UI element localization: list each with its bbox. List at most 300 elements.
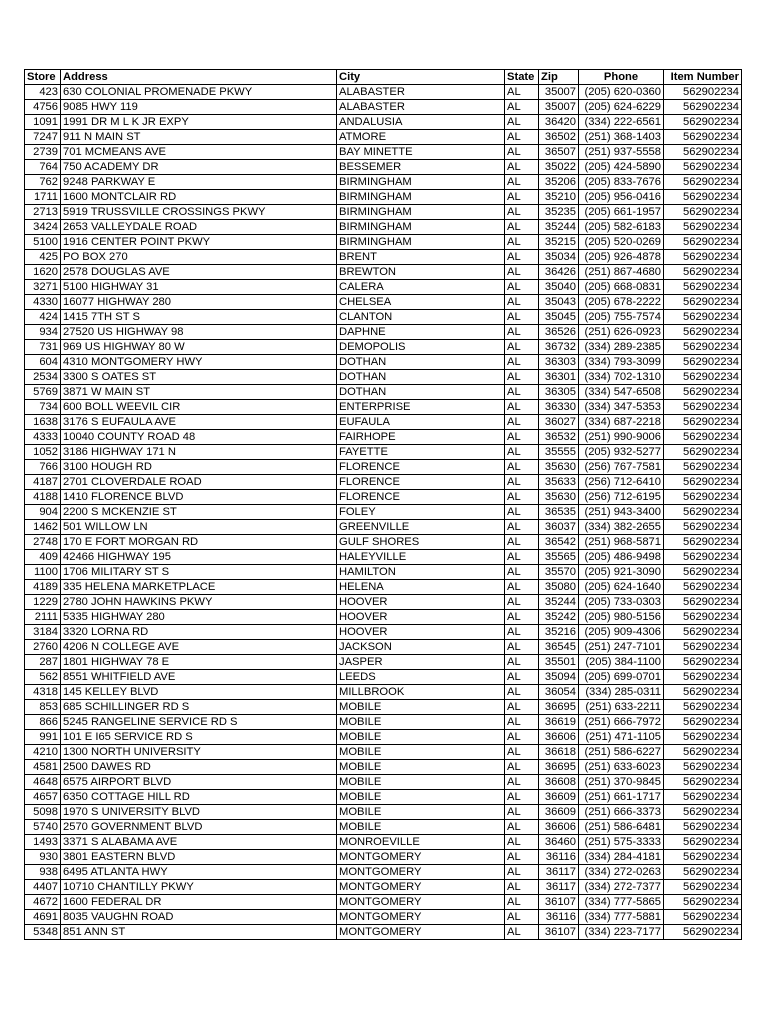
address-cell: 335 HELENA MARKETPLACE bbox=[61, 580, 337, 595]
store-cell: 731 bbox=[25, 340, 61, 355]
address-cell: 1970 S UNIVERSITY BLVD bbox=[61, 805, 337, 820]
item-number-cell: 562902234 bbox=[664, 895, 742, 910]
state-cell: AL bbox=[505, 310, 539, 325]
address-cell: 42466 HIGHWAY 195 bbox=[61, 550, 337, 565]
address-cell: 750 ACADEMY DR bbox=[61, 160, 337, 175]
state-cell: AL bbox=[505, 670, 539, 685]
state-cell: AL bbox=[505, 400, 539, 415]
phone-cell: (205) 733-0303 bbox=[579, 595, 664, 610]
state-cell: AL bbox=[505, 355, 539, 370]
phone-cell: (251) 471-1105 bbox=[579, 730, 664, 745]
store-cell: 4648 bbox=[25, 775, 61, 790]
city-cell: BIRMINGHAM bbox=[337, 220, 505, 235]
phone-cell: (334) 284-4181 bbox=[579, 850, 664, 865]
phone-cell: (256) 767-7581 bbox=[579, 460, 664, 475]
table-row bbox=[25, 880, 742, 895]
state-cell: AL bbox=[505, 370, 539, 385]
address-cell: 8551 WHITFIELD AVE bbox=[61, 670, 337, 685]
header-phone: Phone bbox=[579, 70, 664, 85]
city-cell: MOBILE bbox=[337, 730, 505, 745]
city-cell: LEEDS bbox=[337, 670, 505, 685]
address-cell: 2570 GOVERNMENT BLVD bbox=[61, 820, 337, 835]
table-row bbox=[25, 445, 742, 460]
address-cell: 1706 MILITARY ST S bbox=[61, 565, 337, 580]
city-cell: BIRMINGHAM bbox=[337, 235, 505, 250]
table-row bbox=[25, 355, 742, 370]
address-cell: 2701 CLOVERDALE ROAD bbox=[61, 475, 337, 490]
zip-cell: 36545 bbox=[539, 640, 579, 655]
store-cell: 764 bbox=[25, 160, 61, 175]
phone-cell: (205) 921-3090 bbox=[579, 565, 664, 580]
store-cell: 3271 bbox=[25, 280, 61, 295]
phone-cell: (205) 661-1957 bbox=[579, 205, 664, 220]
state-cell: AL bbox=[505, 130, 539, 145]
city-cell: HALEYVILLE bbox=[337, 550, 505, 565]
address-cell: 3176 S EUFAULA AVE bbox=[61, 415, 337, 430]
state-cell: AL bbox=[505, 160, 539, 175]
state-cell: AL bbox=[505, 805, 539, 820]
city-cell: ALABASTER bbox=[337, 100, 505, 115]
city-cell: MONTGOMERY bbox=[337, 925, 505, 940]
address-cell: 2200 S MCKENZIE ST bbox=[61, 505, 337, 520]
phone-cell: (251) 247-7101 bbox=[579, 640, 664, 655]
zip-cell: 36619 bbox=[539, 715, 579, 730]
phone-cell: (251) 368-1403 bbox=[579, 130, 664, 145]
item-number-cell: 562902234 bbox=[664, 175, 742, 190]
phone-cell: (334) 222-6561 bbox=[579, 115, 664, 130]
store-cell: 762 bbox=[25, 175, 61, 190]
city-cell: FAYETTE bbox=[337, 445, 505, 460]
store-cell: 938 bbox=[25, 865, 61, 880]
city-cell: MONTGOMERY bbox=[337, 880, 505, 895]
city-cell: DOTHAN bbox=[337, 355, 505, 370]
address-cell: 5335 HIGHWAY 280 bbox=[61, 610, 337, 625]
table-row bbox=[25, 565, 742, 580]
zip-cell: 36107 bbox=[539, 895, 579, 910]
item-number-cell: 562902234 bbox=[664, 880, 742, 895]
store-cell: 409 bbox=[25, 550, 61, 565]
table-row bbox=[25, 280, 742, 295]
zip-cell: 36037 bbox=[539, 520, 579, 535]
address-cell: 3371 S ALABAMA AVE bbox=[61, 835, 337, 850]
address-cell: 9085 HWY 119 bbox=[61, 100, 337, 115]
table-row bbox=[25, 700, 742, 715]
store-cell: 562 bbox=[25, 670, 61, 685]
zip-cell: 36117 bbox=[539, 880, 579, 895]
store-cell: 853 bbox=[25, 700, 61, 715]
store-cell: 734 bbox=[25, 400, 61, 415]
phone-cell: (205) 699-0701 bbox=[579, 670, 664, 685]
state-cell: AL bbox=[505, 865, 539, 880]
item-number-cell: 562902234 bbox=[664, 535, 742, 550]
state-cell: AL bbox=[505, 850, 539, 865]
store-cell: 5348 bbox=[25, 925, 61, 940]
table-row bbox=[25, 400, 742, 415]
store-cell: 4333 bbox=[25, 430, 61, 445]
header-store: Store bbox=[25, 70, 61, 85]
city-cell: FAIRHOPE bbox=[337, 430, 505, 445]
address-cell: 5919 TRUSSVILLE CROSSINGS PKWY bbox=[61, 205, 337, 220]
zip-cell: 36027 bbox=[539, 415, 579, 430]
address-cell: 1600 MONTCLAIR RD bbox=[61, 190, 337, 205]
phone-cell: (334) 777-5865 bbox=[579, 895, 664, 910]
state-cell: AL bbox=[505, 535, 539, 550]
address-cell: 4206 N COLLEGE AVE bbox=[61, 640, 337, 655]
store-cell: 2760 bbox=[25, 640, 61, 655]
zip-cell: 35244 bbox=[539, 595, 579, 610]
table-row bbox=[25, 220, 742, 235]
item-number-cell: 562902234 bbox=[664, 220, 742, 235]
zip-cell: 35094 bbox=[539, 670, 579, 685]
store-cell: 930 bbox=[25, 850, 61, 865]
city-cell: DOTHAN bbox=[337, 385, 505, 400]
address-cell: 2780 JOHN HAWKINS PKWY bbox=[61, 595, 337, 610]
item-number-cell: 562902234 bbox=[664, 325, 742, 340]
zip-cell: 36535 bbox=[539, 505, 579, 520]
item-number-cell: 562902234 bbox=[664, 130, 742, 145]
city-cell: BIRMINGHAM bbox=[337, 190, 505, 205]
state-cell: AL bbox=[505, 115, 539, 130]
store-cell: 4210 bbox=[25, 745, 61, 760]
store-cell: 766 bbox=[25, 460, 61, 475]
item-number-cell: 562902234 bbox=[664, 280, 742, 295]
phone-cell: (256) 712-6195 bbox=[579, 490, 664, 505]
zip-cell: 35630 bbox=[539, 460, 579, 475]
phone-cell: (334) 272-0263 bbox=[579, 865, 664, 880]
phone-cell: (256) 712-6410 bbox=[579, 475, 664, 490]
item-number-cell: 562902234 bbox=[664, 85, 742, 100]
state-cell: AL bbox=[505, 220, 539, 235]
state-cell: AL bbox=[505, 100, 539, 115]
item-number-cell: 562902234 bbox=[664, 190, 742, 205]
phone-cell: (205) 620-0360 bbox=[579, 85, 664, 100]
zip-cell: 35215 bbox=[539, 235, 579, 250]
item-number-cell: 562902234 bbox=[664, 700, 742, 715]
item-number-cell: 562902234 bbox=[664, 235, 742, 250]
item-number-cell: 562902234 bbox=[664, 670, 742, 685]
state-cell: AL bbox=[505, 280, 539, 295]
store-cell: 5740 bbox=[25, 820, 61, 835]
phone-cell: (251) 867-4680 bbox=[579, 265, 664, 280]
state-cell: AL bbox=[505, 415, 539, 430]
address-cell: 3871 W MAIN ST bbox=[61, 385, 337, 400]
address-cell: 16077 HIGHWAY 280 bbox=[61, 295, 337, 310]
state-cell: AL bbox=[505, 385, 539, 400]
phone-cell: (334) 272-7377 bbox=[579, 880, 664, 895]
phone-cell: (205) 384-1100 bbox=[579, 655, 664, 670]
zip-cell: 35034 bbox=[539, 250, 579, 265]
store-cell: 2748 bbox=[25, 535, 61, 550]
state-cell: AL bbox=[505, 295, 539, 310]
city-cell: ENTERPRISE bbox=[337, 400, 505, 415]
table-row bbox=[25, 340, 742, 355]
item-number-cell: 562902234 bbox=[664, 205, 742, 220]
zip-cell: 36301 bbox=[539, 370, 579, 385]
phone-cell: (205) 678-2222 bbox=[579, 295, 664, 310]
state-cell: AL bbox=[505, 175, 539, 190]
phone-cell: (251) 586-6227 bbox=[579, 745, 664, 760]
zip-cell: 35242 bbox=[539, 610, 579, 625]
city-cell: FOLEY bbox=[337, 505, 505, 520]
city-cell: CHELSEA bbox=[337, 295, 505, 310]
state-cell: AL bbox=[505, 745, 539, 760]
city-cell: MOBILE bbox=[337, 745, 505, 760]
zip-cell: 35080 bbox=[539, 580, 579, 595]
state-cell: AL bbox=[505, 565, 539, 580]
table-row bbox=[25, 670, 742, 685]
item-number-cell: 562902234 bbox=[664, 820, 742, 835]
zip-cell: 36532 bbox=[539, 430, 579, 445]
store-cell: 4189 bbox=[25, 580, 61, 595]
zip-cell: 36502 bbox=[539, 130, 579, 145]
table-row bbox=[25, 175, 742, 190]
item-number-cell: 562902234 bbox=[664, 520, 742, 535]
zip-cell: 36420 bbox=[539, 115, 579, 130]
state-cell: AL bbox=[505, 325, 539, 340]
store-cell: 934 bbox=[25, 325, 61, 340]
address-cell: 101 E I65 SERVICE RD S bbox=[61, 730, 337, 745]
store-cell: 4756 bbox=[25, 100, 61, 115]
address-cell: 501 WILLOW LN bbox=[61, 520, 337, 535]
zip-cell: 36608 bbox=[539, 775, 579, 790]
address-cell: 969 US HIGHWAY 80 W bbox=[61, 340, 337, 355]
zip-cell: 35633 bbox=[539, 475, 579, 490]
item-number-cell: 562902234 bbox=[664, 550, 742, 565]
address-cell: 3320 LORNA RD bbox=[61, 625, 337, 640]
phone-cell: (205) 833-7676 bbox=[579, 175, 664, 190]
city-cell: HOOVER bbox=[337, 595, 505, 610]
store-cell: 4581 bbox=[25, 760, 61, 775]
city-cell: HOOVER bbox=[337, 625, 505, 640]
table-row bbox=[25, 295, 742, 310]
table-row bbox=[25, 550, 742, 565]
state-cell: AL bbox=[505, 820, 539, 835]
address-cell: 1916 CENTER POINT PKWY bbox=[61, 235, 337, 250]
table-row bbox=[25, 910, 742, 925]
city-cell: ANDALUSIA bbox=[337, 115, 505, 130]
zip-cell: 36609 bbox=[539, 805, 579, 820]
state-cell: AL bbox=[505, 550, 539, 565]
item-number-cell: 562902234 bbox=[664, 415, 742, 430]
city-cell: MONTGOMERY bbox=[337, 910, 505, 925]
zip-cell: 36330 bbox=[539, 400, 579, 415]
address-cell: PO BOX 270 bbox=[61, 250, 337, 265]
table-row bbox=[25, 415, 742, 430]
city-cell: DEMOPOLIS bbox=[337, 340, 505, 355]
phone-cell: (205) 624-6229 bbox=[579, 100, 664, 115]
table-row bbox=[25, 265, 742, 280]
store-cell: 4188 bbox=[25, 490, 61, 505]
city-cell: FLORENCE bbox=[337, 475, 505, 490]
address-cell: 1991 DR M L K JR EXPY bbox=[61, 115, 337, 130]
item-number-cell: 562902234 bbox=[664, 370, 742, 385]
phone-cell: (334) 793-3099 bbox=[579, 355, 664, 370]
table-row bbox=[25, 370, 742, 385]
phone-cell: (334) 702-1310 bbox=[579, 370, 664, 385]
address-cell: 1801 HIGHWAY 78 E bbox=[61, 655, 337, 670]
store-cell: 4672 bbox=[25, 895, 61, 910]
phone-cell: (334) 547-6508 bbox=[579, 385, 664, 400]
zip-cell: 36606 bbox=[539, 730, 579, 745]
table-row bbox=[25, 730, 742, 745]
city-cell: CLANTON bbox=[337, 310, 505, 325]
state-cell: AL bbox=[505, 490, 539, 505]
state-cell: AL bbox=[505, 250, 539, 265]
table-row bbox=[25, 475, 742, 490]
item-number-cell: 562902234 bbox=[664, 310, 742, 325]
zip-cell: 36054 bbox=[539, 685, 579, 700]
table-row bbox=[25, 610, 742, 625]
item-number-cell: 562902234 bbox=[664, 625, 742, 640]
city-cell: JACKSON bbox=[337, 640, 505, 655]
item-number-cell: 562902234 bbox=[664, 355, 742, 370]
phone-cell: (251) 633-2211 bbox=[579, 700, 664, 715]
phone-cell: (334) 223-7177 bbox=[579, 925, 664, 940]
table-row bbox=[25, 310, 742, 325]
address-cell: 1300 NORTH UNIVERSITY bbox=[61, 745, 337, 760]
state-cell: AL bbox=[505, 265, 539, 280]
city-cell: BIRMINGHAM bbox=[337, 175, 505, 190]
state-cell: AL bbox=[505, 655, 539, 670]
address-cell: 3100 HOUGH RD bbox=[61, 460, 337, 475]
address-cell: 27520 US HIGHWAY 98 bbox=[61, 325, 337, 340]
item-number-cell: 562902234 bbox=[664, 745, 742, 760]
address-cell: 911 N MAIN ST bbox=[61, 130, 337, 145]
address-cell: 10040 COUNTY ROAD 48 bbox=[61, 430, 337, 445]
zip-cell: 35570 bbox=[539, 565, 579, 580]
store-cell: 4318 bbox=[25, 685, 61, 700]
city-cell: BIRMINGHAM bbox=[337, 205, 505, 220]
store-cell: 3184 bbox=[25, 625, 61, 640]
state-cell: AL bbox=[505, 475, 539, 490]
item-number-cell: 562902234 bbox=[664, 295, 742, 310]
city-cell: BRENT bbox=[337, 250, 505, 265]
address-cell: 145 KELLEY BLVD bbox=[61, 685, 337, 700]
store-cell: 287 bbox=[25, 655, 61, 670]
address-cell: 6575 AIRPORT BLVD bbox=[61, 775, 337, 790]
item-number-cell: 562902234 bbox=[664, 655, 742, 670]
item-number-cell: 562902234 bbox=[664, 115, 742, 130]
store-list-table bbox=[24, 69, 742, 940]
table-row bbox=[25, 925, 742, 940]
phone-cell: (251) 990-9006 bbox=[579, 430, 664, 445]
table-row bbox=[25, 580, 742, 595]
store-cell: 2713 bbox=[25, 205, 61, 220]
table-row bbox=[25, 100, 742, 115]
zip-cell: 36116 bbox=[539, 850, 579, 865]
zip-cell: 35216 bbox=[539, 625, 579, 640]
state-cell: AL bbox=[505, 340, 539, 355]
table-row bbox=[25, 205, 742, 220]
table-row bbox=[25, 655, 742, 670]
table-row bbox=[25, 385, 742, 400]
city-cell: GULF SHORES bbox=[337, 535, 505, 550]
city-cell: HELENA bbox=[337, 580, 505, 595]
state-cell: AL bbox=[505, 910, 539, 925]
table-row bbox=[25, 430, 742, 445]
address-cell: 2653 VALLEYDALE ROAD bbox=[61, 220, 337, 235]
zip-cell: 35210 bbox=[539, 190, 579, 205]
item-number-cell: 562902234 bbox=[664, 145, 742, 160]
store-cell: 1711 bbox=[25, 190, 61, 205]
zip-cell: 36116 bbox=[539, 910, 579, 925]
table-row bbox=[25, 535, 742, 550]
item-number-cell: 562902234 bbox=[664, 910, 742, 925]
zip-cell: 36460 bbox=[539, 835, 579, 850]
table-row bbox=[25, 325, 742, 340]
address-cell: 1415 7TH ST S bbox=[61, 310, 337, 325]
item-number-cell: 562902234 bbox=[664, 805, 742, 820]
item-number-cell: 562902234 bbox=[664, 730, 742, 745]
zip-cell: 36609 bbox=[539, 790, 579, 805]
item-number-cell: 562902234 bbox=[664, 160, 742, 175]
item-number-cell: 562902234 bbox=[664, 760, 742, 775]
table-row bbox=[25, 715, 742, 730]
zip-cell: 35244 bbox=[539, 220, 579, 235]
city-cell: BESSEMER bbox=[337, 160, 505, 175]
address-cell: 600 BOLL WEEVIL CIR bbox=[61, 400, 337, 415]
city-cell: MILLBROOK bbox=[337, 685, 505, 700]
city-cell: MOBILE bbox=[337, 805, 505, 820]
zip-cell: 36526 bbox=[539, 325, 579, 340]
store-cell: 1229 bbox=[25, 595, 61, 610]
phone-cell: (205) 582-6183 bbox=[579, 220, 664, 235]
phone-cell: (251) 661-1717 bbox=[579, 790, 664, 805]
city-cell: BREWTON bbox=[337, 265, 505, 280]
table-row bbox=[25, 745, 742, 760]
header-address: Address bbox=[61, 70, 337, 85]
city-cell: GREENVILLE bbox=[337, 520, 505, 535]
item-number-cell: 562902234 bbox=[664, 925, 742, 940]
state-cell: AL bbox=[505, 775, 539, 790]
city-cell: JASPER bbox=[337, 655, 505, 670]
state-cell: AL bbox=[505, 85, 539, 100]
zip-cell: 36606 bbox=[539, 820, 579, 835]
phone-cell: (251) 633-6023 bbox=[579, 760, 664, 775]
phone-cell: (205) 926-4878 bbox=[579, 250, 664, 265]
city-cell: MONTGOMERY bbox=[337, 865, 505, 880]
address-cell: 5100 HIGHWAY 31 bbox=[61, 280, 337, 295]
address-cell: 170 E FORT MORGAN RD bbox=[61, 535, 337, 550]
store-cell: 4187 bbox=[25, 475, 61, 490]
store-cell: 2111 bbox=[25, 610, 61, 625]
store-cell: 904 bbox=[25, 505, 61, 520]
state-cell: AL bbox=[505, 580, 539, 595]
zip-cell: 35007 bbox=[539, 85, 579, 100]
table-row bbox=[25, 775, 742, 790]
zip-cell: 35007 bbox=[539, 100, 579, 115]
table-row bbox=[25, 835, 742, 850]
phone-cell: (205) 956-0416 bbox=[579, 190, 664, 205]
store-cell: 423 bbox=[25, 85, 61, 100]
phone-cell: (251) 943-3400 bbox=[579, 505, 664, 520]
item-number-cell: 562902234 bbox=[664, 850, 742, 865]
table-row bbox=[25, 190, 742, 205]
item-number-cell: 562902234 bbox=[664, 385, 742, 400]
phone-cell: (251) 626-0923 bbox=[579, 325, 664, 340]
phone-cell: (251) 575-3333 bbox=[579, 835, 664, 850]
zip-cell: 36542 bbox=[539, 535, 579, 550]
item-number-cell: 562902234 bbox=[664, 100, 742, 115]
zip-cell: 36305 bbox=[539, 385, 579, 400]
phone-cell: (251) 370-9845 bbox=[579, 775, 664, 790]
phone-cell: (334) 777-5881 bbox=[579, 910, 664, 925]
item-number-cell: 562902234 bbox=[664, 565, 742, 580]
item-number-cell: 562902234 bbox=[664, 835, 742, 850]
item-number-cell: 562902234 bbox=[664, 460, 742, 475]
state-cell: AL bbox=[505, 895, 539, 910]
store-cell: 424 bbox=[25, 310, 61, 325]
